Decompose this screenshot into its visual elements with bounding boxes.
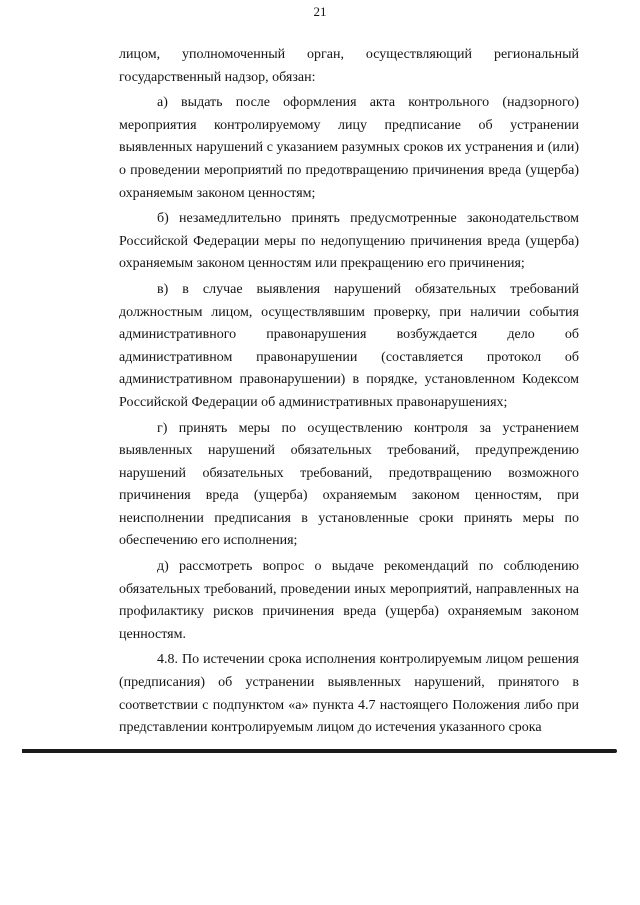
paragraph-item-b: б) незамедлительно принять предусмотренные законодательством Российской Федерации меры по недопущению причинения вреда (ущерба) охраняемым законом ценностям или прекращению его причинения; (119, 211, 579, 272)
paragraph-item-d: д) рассмотреть вопрос о выдаче рекомендаций по соблюдению обязательных требований, проведении иных мероприятий, направленных на профилактику рисков причинения вреда (ущерба) охраняемым законом ценностям. (119, 559, 579, 642)
paragraph-item-g: г) принять меры по осуществлению контроля за устранением выявленных нарушений обязательных требований, предупреждению нарушений обязательных требований, предотвращению возможного причинения вреда (ущерба) охраняемым законом ценностям, при неисполнении предписания в установленные сроки принять меры по обеспечению его исполнения; (119, 420, 579, 549)
paragraph-intro: лицом, уполномоченный орган, осуществляющий региональный государственный надзор, обязан: (119, 47, 579, 85)
paragraph-section-4-8: 4.8. По истечении срока исполнения контролируемым лицом решения (предписания) об устранении выявленных нарушений, принятого в соответствии с подпунктом «а» пункта 4.7 настоящего Положения либо при представлении контролируемым лицом до истечения указанного срока (119, 652, 579, 736)
document-body (119, 44, 579, 740)
page-bottom-rule (22, 749, 617, 753)
paragraph-item-v: в) в случае выявления нарушений обязательных требований должностным лицом, осуществлявшим проверку, при наличии события административного правонарушения возбуждается дело об административном правонарушении (составляется протокол об административном правонарушении) в порядке, установленном Кодексом Российской Федерации об административных правонарушениях; (119, 281, 579, 410)
paragraph-item-a: а) выдать после оформления акта контрольного (надзорного) мероприятия контролируемому лицу предписание об устранении выявленных нарушений с указанием разумных сроков их устранения и (или) о проведении мероприятий по предотвращению причинения вреда (ущерба) охраняемым законом ценностям; (119, 95, 579, 201)
page-number: 21 (313, 4, 327, 19)
